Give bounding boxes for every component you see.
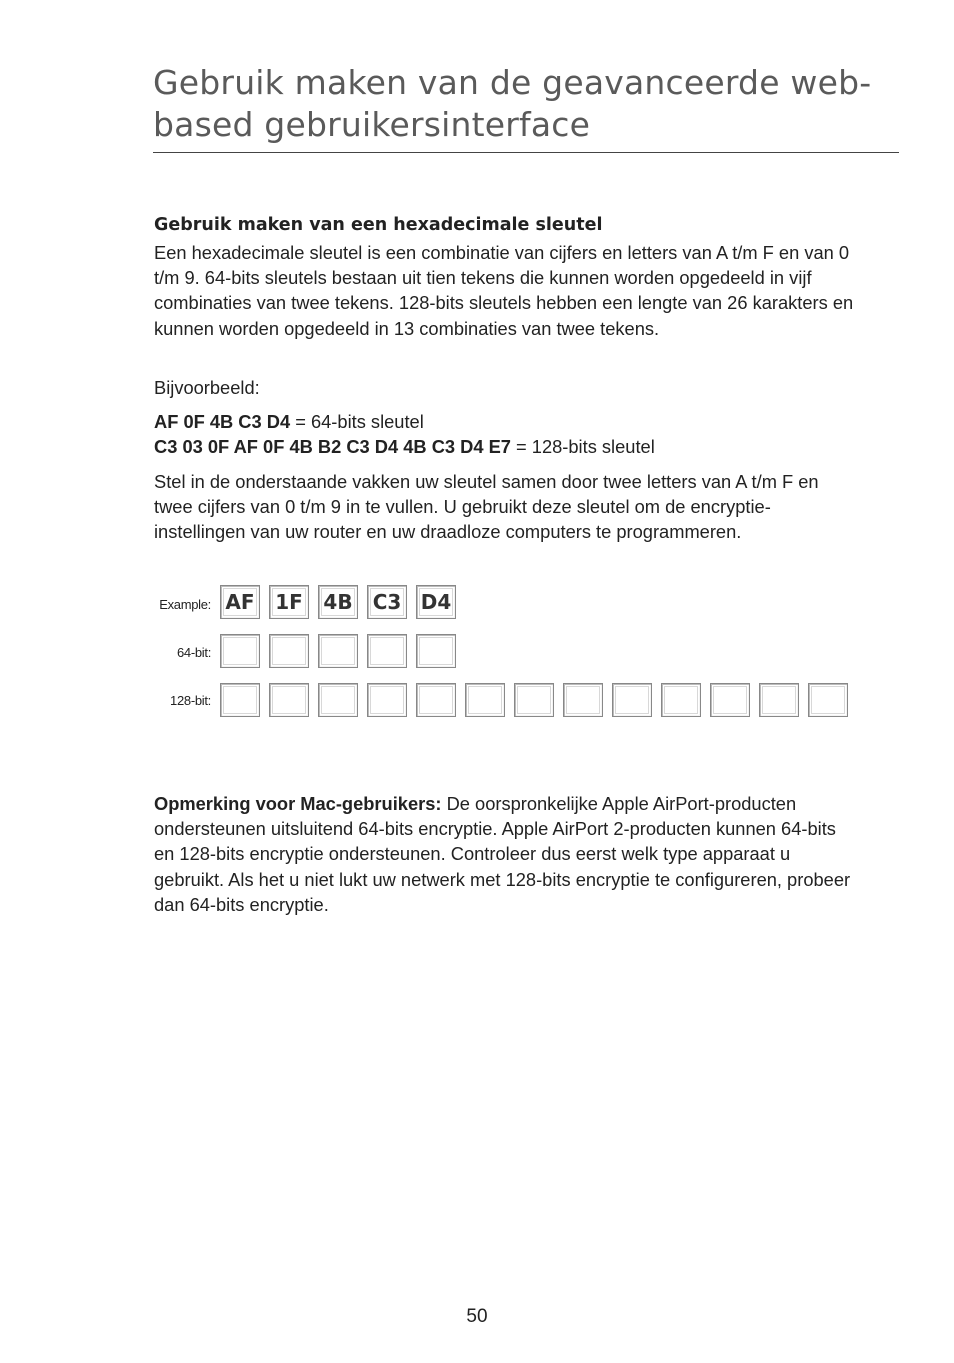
page-number: 50: [466, 1306, 488, 1327]
bit128-key-box[interactable]: [220, 683, 260, 717]
bit64-key-box[interactable]: [269, 634, 309, 668]
bit128-key-box[interactable]: [416, 683, 456, 717]
bit64-key-box[interactable]: [220, 634, 260, 668]
bit128-key-box[interactable]: [612, 683, 652, 717]
mac-note-label: Opmerking voor Mac-gebruikers:: [154, 793, 442, 814]
bit64-key-box[interactable]: [416, 634, 456, 668]
bit64-key-box[interactable]: [367, 634, 407, 668]
bit128-key-box[interactable]: [563, 683, 603, 717]
bit128-key-box[interactable]: [269, 683, 309, 717]
bit128-key-box[interactable]: [514, 683, 554, 717]
example-64-key: AF 0F 4B C3 D4: [154, 411, 291, 432]
bit128-row-label: 128-bit:: [170, 693, 211, 708]
example-keys: [154, 409, 874, 459]
example-intro: Bijvoorbeeld:: [154, 377, 260, 398]
example-128-suffix: = 128-bits sleutel: [510, 436, 655, 458]
bit128-key-box[interactable]: [759, 683, 799, 717]
mac-note-text: De oorspronkelijke Apple AirPort-producten ondersteunen uitsluitend 64-bits encryptie. Apple AirPort 2-producten kunnen 64-bits en 128-bits encryptie ondersteunen. Controleer dus eerst welk type apparaat u gebruikt. Als het u niet lukt uw netwerk met 128-bits encryptie te configureren, probeer dan 64-bits encryptie.: [154, 793, 851, 915]
instructions-paragraph: Stel in de onderstaande vakken uw sleutel samen door twee letters van A t/m F en twee cijfers van 0 t/m 9 in te vullen. U gebruikt deze sleutel om de encryptie-instellingen van uw router en uw draadloze computers te programmeren.: [154, 471, 819, 543]
bit128-key-box[interactable]: [661, 683, 701, 717]
intro-paragraph: Een hexadecimale sleutel is een combinatie van cijfers en letters van A t/m F en van 0 t/m 9. 64-bits sleutels bestaan uit tien tekens die kunnen worden opgedeeld in vijf combinaties van twee tekens. 128-bits sleutels hebben een lengte van 26 karakters en kunnen worden opgedeeld in 13 combinaties van twee tekens.: [154, 242, 854, 339]
bit128-key-box[interactable]: [367, 683, 407, 717]
page-title: Gebruik maken van de geavanceerde web-based gebruikersinterface: [153, 63, 872, 144]
example-row-label: Example:: [159, 597, 211, 612]
example-key-box: 1F: [269, 585, 309, 619]
bit128-key-box[interactable]: [808, 683, 848, 717]
example-key-box: D4: [416, 585, 456, 619]
bit128-key-box[interactable]: [710, 683, 750, 717]
bit128-key-box[interactable]: [465, 683, 505, 717]
example-key-box: 4B: [318, 585, 358, 619]
example-key-box: AF: [220, 585, 260, 619]
example-64-suffix: = 64-bits sleutel: [290, 411, 424, 432]
example-128-key: C3 03 0F AF 0F 4B B2 C3 D4 4B C3 D4 E7: [154, 436, 511, 458]
header-divider: [153, 152, 899, 153]
bit64-row-label: 64-bit:: [176, 645, 211, 660]
section-heading: Gebruik maken van een hexadecimale sleutel: [154, 215, 603, 235]
bit128-key-box[interactable]: [318, 683, 358, 717]
example-key-box: C3: [367, 585, 407, 619]
bit64-key-box[interactable]: [318, 634, 358, 668]
mac-note: [154, 791, 854, 917]
